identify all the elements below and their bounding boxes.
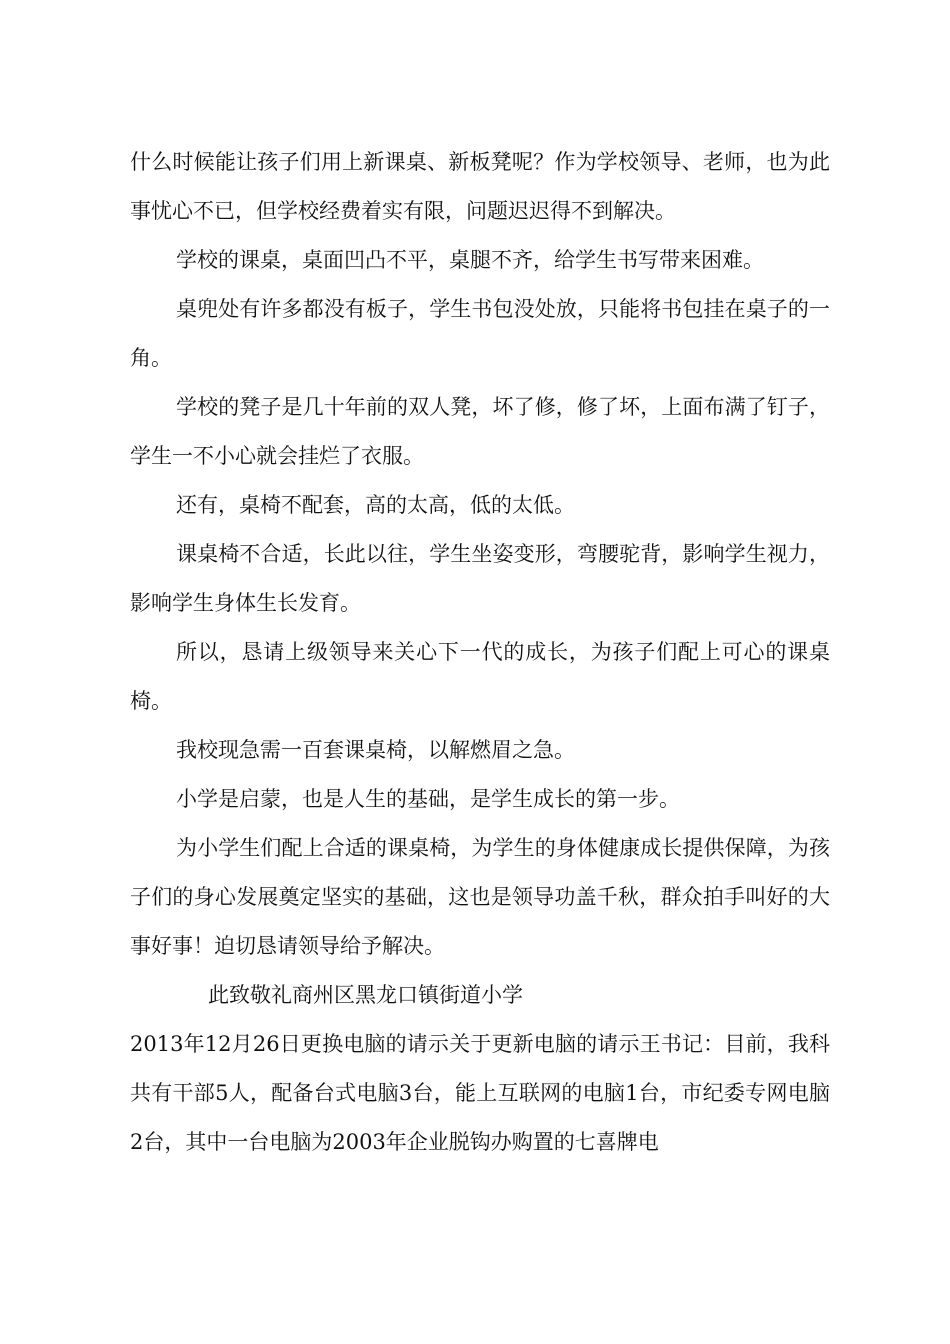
paragraph-10: 为小学生们配上合适的课桌椅，为学生的身体健康成长提供保障，为孩子们的身心发展奠定坚实的基础，这也是领导功盖千秋，群众拍手叫好的大事好事！迫切恳请领导给予解决。 — [130, 836, 830, 958]
paragraph-8: 我校现急需一百套课桌椅，以解燃眉之急。 — [176, 738, 575, 762]
paragraph-9: 小学是启蒙，也是人生的基础，是学生成长的第一步。 — [176, 787, 680, 811]
paragraph-7: 所以，恳请上级领导来关心下一代的成长，为孩子们配上可心的课桌椅。 — [130, 640, 830, 713]
paragraph-3: 桌兜处有许多都没有板子，学生书包没处放，只能将书包挂在桌子的一角。 — [130, 297, 830, 370]
paragraph-6: 课桌椅不合适，长此以往，学生坐姿变形，弯腰驼背，影响学生视力，影响学生身体生长发育。 — [130, 542, 830, 615]
paragraph-2: 学校的课桌，桌面凹凸不平，桌腿不齐，给学生书写带来困难。 — [176, 248, 764, 272]
paragraph-12: 2013年12月26日更换电脑的请示关于更新电脑的请示王书记：目前，我科共有干部5人，配备台式电脑3台，能上互联网的电脑1台，市纪委专网电脑2台，其中一台电脑为2003年企业脱钩办购置的七喜牌电 — [130, 1032, 830, 1154]
paragraph-4: 学校的凳子是几十年前的双人凳，坏了修，修了坏，上面布满了钉子，学生一不小心就会挂烂了衣服。 — [130, 395, 830, 468]
paragraph-5: 还有，桌椅不配套，高的太高，低的太低。 — [176, 493, 575, 517]
document-page — [130, 138, 830, 1167]
paragraph-1: 什么时候能让孩子们用上新课桌、新板凳呢？作为学校领导、老师，也为此事忧心不已，但学校经费着实有限，问题迟迟得不到解决。 — [130, 150, 830, 223]
closing-salutation: 此致敬礼商州区黑龙口镇街道小学 — [208, 983, 523, 1007]
